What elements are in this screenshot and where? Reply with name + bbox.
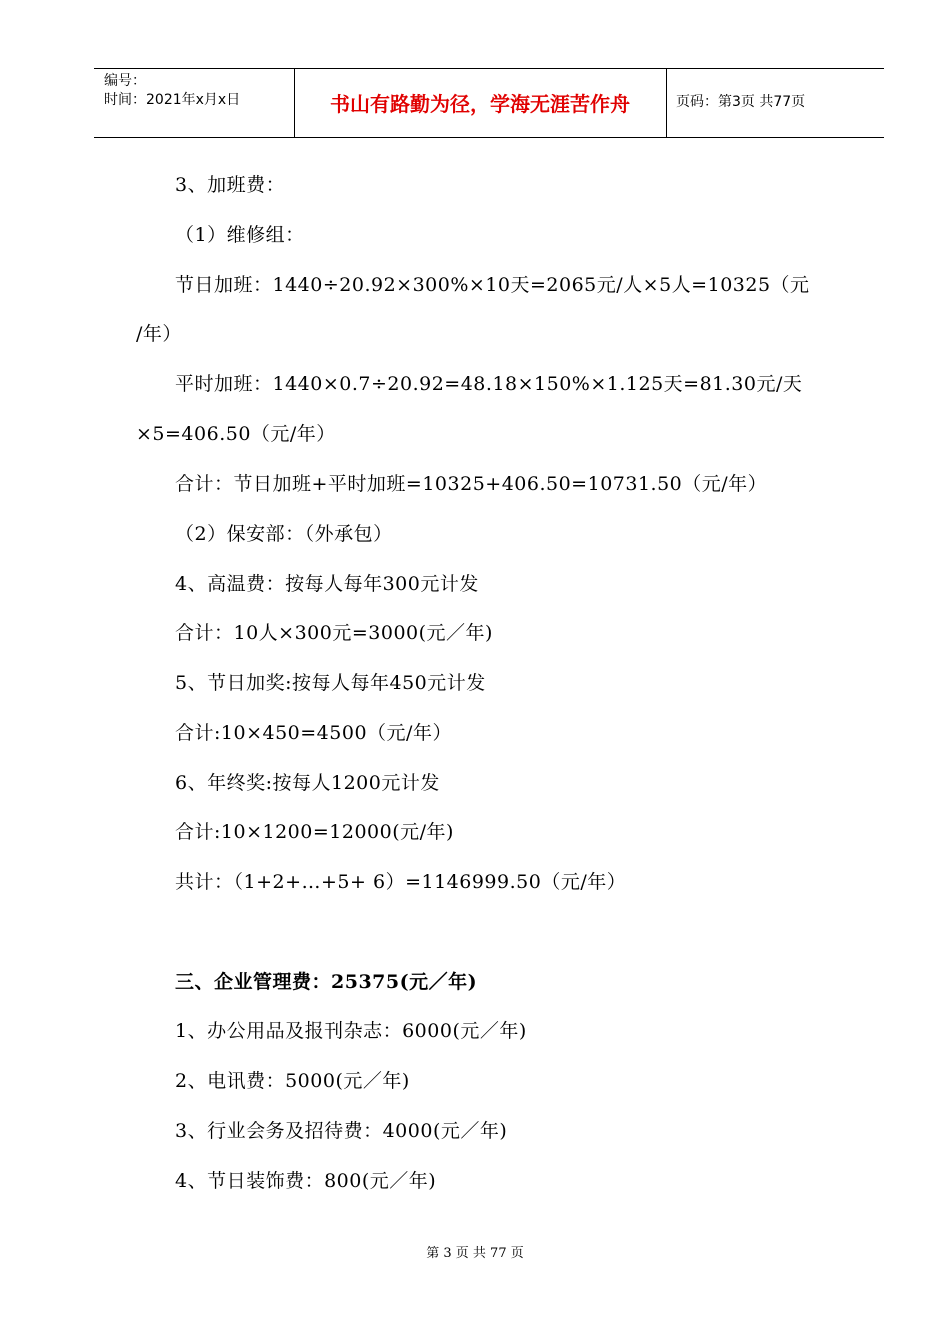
regular-overtime-continued: ×5=406.50（元/年） xyxy=(136,423,336,445)
section-heat-allowance: 4、高温费：按每人每年300元计发 xyxy=(175,573,479,595)
section-management-fee-heading: 三、企业管理费：25375(元／年) xyxy=(175,971,478,993)
heat-allowance-total: 合计：10人×300元=3000(元／年) xyxy=(175,622,493,644)
section-year-end-bonus: 6、年终奖:按每人1200元计发 xyxy=(175,772,440,794)
holiday-decoration-line: 4、节日装饰费：800(元／年) xyxy=(175,1170,437,1192)
grand-total: 共计：（1+2+…+5+ 6）=1146999.50（元/年） xyxy=(175,871,627,893)
page-footer: 第 3 页 共 77 页 xyxy=(426,1246,524,1261)
header-left-cell xyxy=(94,69,295,137)
overtime-total: 合计：节日加班+平时加班=10325+406.50=10731.50（元/年） xyxy=(175,473,768,495)
year-end-bonus-total: 合计:10×1200=12000(元/年) xyxy=(175,821,454,843)
document-number-label: 编号： xyxy=(104,73,146,89)
header-right-cell xyxy=(666,69,884,137)
document-time-label: 时间：2021年x月x日 xyxy=(104,92,241,108)
telecom-fee-line: 2、电讯费：5000(元／年) xyxy=(175,1070,410,1092)
meeting-hospitality-line: 3、行业会务及招待费：4000(元／年) xyxy=(175,1120,508,1142)
holiday-overtime-continued: /年） xyxy=(136,323,182,345)
office-supplies-line: 1、办公用品及报刊杂志：6000(元／年) xyxy=(175,1020,527,1042)
header-page-info: 页码：第3页 共77页 xyxy=(676,94,806,110)
subsection-maintenance: （1）维修组： xyxy=(175,224,305,246)
holiday-overtime-line: 节日加班：1440÷20.92×300%×10天=2065元/人×5人=10325（元 xyxy=(175,274,810,296)
header-middle-cell xyxy=(294,69,667,137)
subsection-security: （2）保安部：（外承包） xyxy=(175,523,393,545)
header-motto: 书山有路勤为径，学海无涯苦作舟 xyxy=(330,92,630,116)
regular-overtime-line: 平时加班：1440×0.7÷20.92=48.18×150%×1.125天=81.30元/天 xyxy=(175,373,803,395)
section-overtime-heading: 3、加班费： xyxy=(175,174,286,196)
page-header xyxy=(94,68,884,138)
section-holiday-bonus: 5、节日加奖:按每人每年450元计发 xyxy=(175,672,486,694)
holiday-bonus-total: 合计:10×450=4500（元/年） xyxy=(175,722,452,744)
